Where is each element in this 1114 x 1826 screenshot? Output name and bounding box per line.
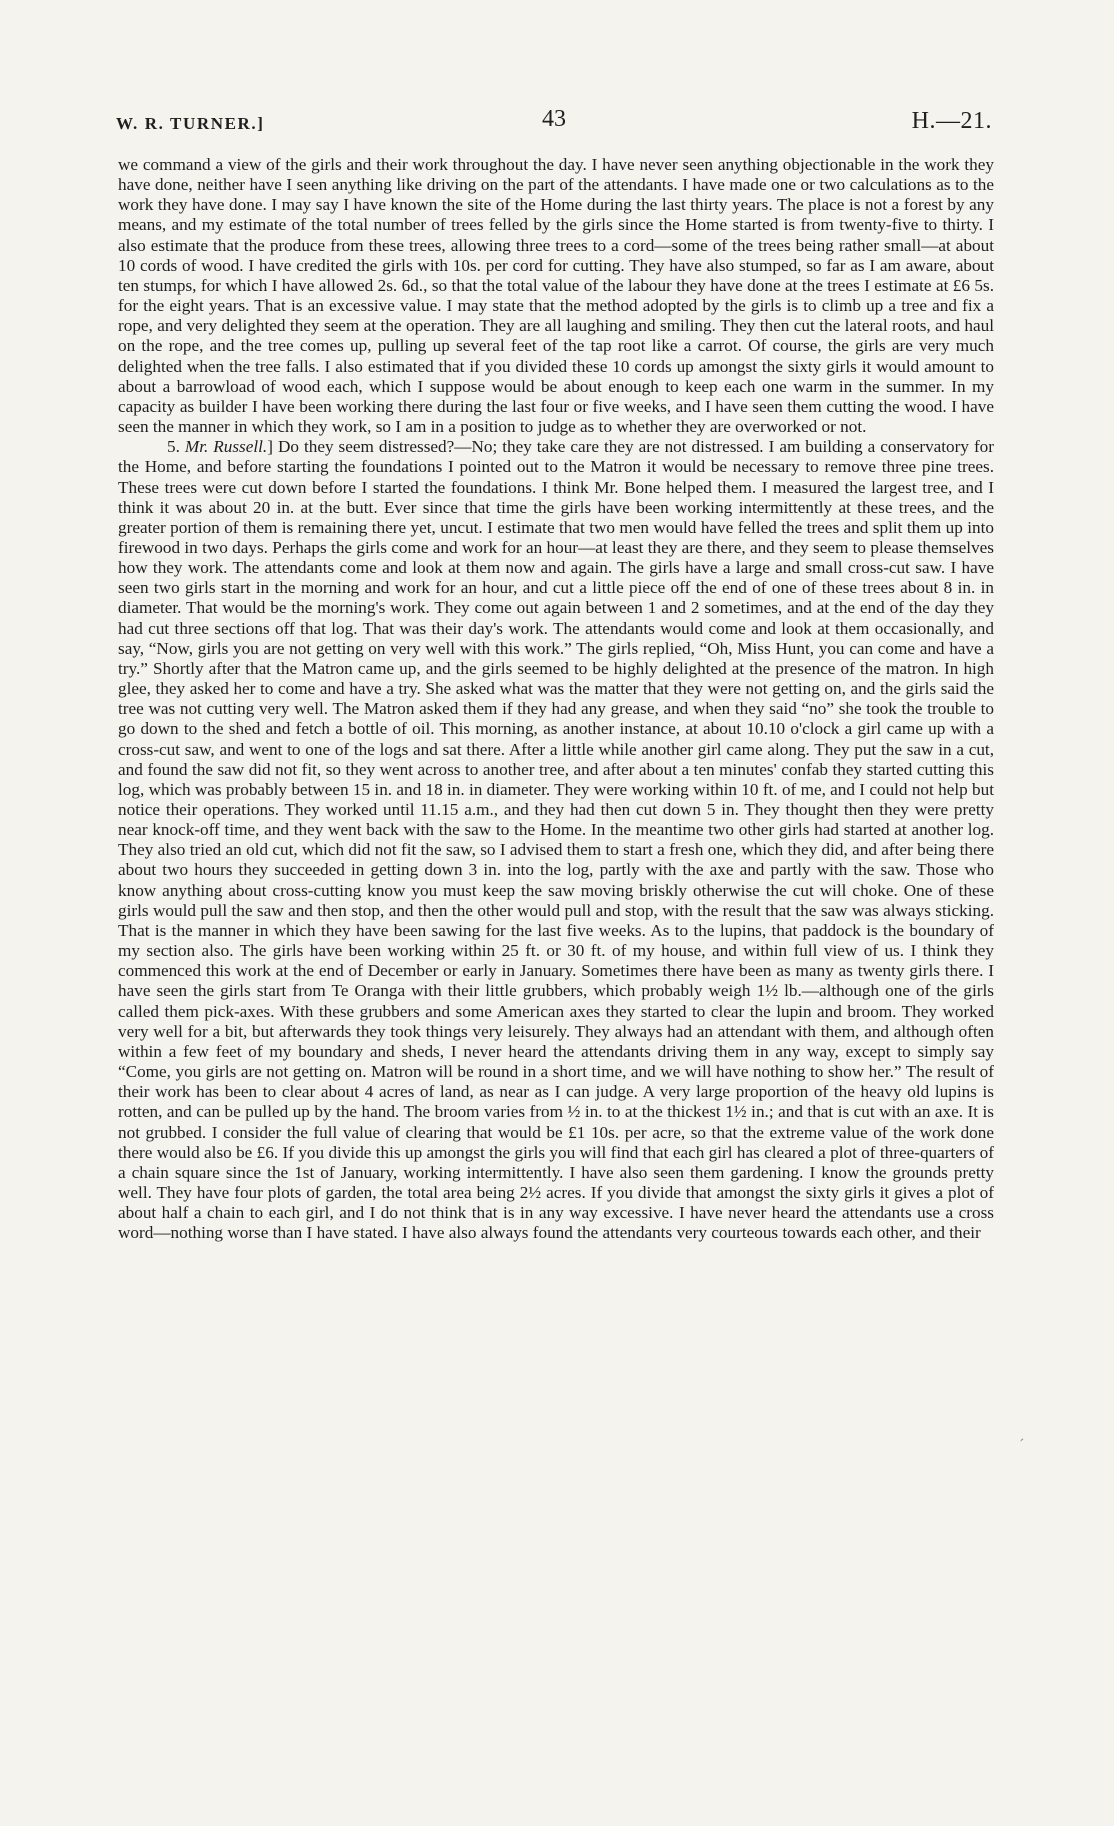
witness-name-header: W. R. TURNER.] bbox=[116, 114, 265, 133]
questioner-name: Mr. Russell. bbox=[184, 437, 268, 457]
body-text bbox=[118, 155, 994, 1243]
paragraph-question-5 bbox=[118, 437, 994, 1243]
margin-pencil-mark: ′ bbox=[1014, 1436, 1025, 1451]
page-header bbox=[116, 104, 992, 144]
questioner-bracket: ] bbox=[267, 437, 273, 457]
question-number: 5. bbox=[167, 437, 180, 457]
paragraph-continuation: we command a view of the girls and their work throughout the day. I have never seen anything objectionable in the work they have done, neither have I seen anything like driving on the part of the attendants. I have made one or two calculations as to the work they have done. I may say I have known the site of the Home during the last thirty years. The place is not a forest by any means, and my estimate of the total number of trees felled by the girls since the Home started is from twenty-five to thirty. I also estimate that the produce from these trees, allowing three trees to a cord—some of the trees being rather small—at about 10 cords of wood. I have credited the girls with 10s. per cord for cutting. They have also stumped, so far as I am aware, about ten stumps, for which I have allowed 2s. 6d., so that the total value of the labour they have done at the trees I estimate at £6 5s. for the eight years. That is an excessive value. I may state that the method adopted by the girls is to climb up a tree and fix a rope, and very delighted they seem at the operation. They are all laughing and smiling. They then cut the lateral roots, and haul on the rope, and the tree comes up, pulling up several feet of the tap root like a carrot. Of course, the girls are very much delighted when the tree falls. I also estimated that if you divided these 10 cords up amongst the sixty girls it would amount to about a barrowload of wood each, which I suppose would be about enough to keep each one warm in the summer. In my capacity as builder I have been working there during the last four or five weeks, and I have seen them cutting the wood. I have seen the manner in which they work, so I am in a position to judge as to whether they are overworked or not. bbox=[118, 155, 994, 437]
answer-text: Do they seem distressed?—No; they take care they are not distressed. I am building a conservatory for the Home, and before starting the foundations I pointed out to the Matron it would be necessary to remove three pine trees. These trees were cut down before I started the foundations. I think Mr. Bone helped them. I measured the largest tree, and I think it was about 20 in. at the butt. Ever since that time the girls have been working intermittently at these trees, and the greater portion of them is remaining there yet, uncut. I estimate that two men would have felled the trees and split them up into firewood in two days. Perhaps the girls come and work for an hour—at least they are there, and they seem to please themselves how they work. The attendants come and look at them now and again. The girls have a large and small cross-cut saw. I have seen two girls start in the morning and work for an hour, and cut a little piece off the end of one of these trees about 8 in. in diameter. That would be the morning's work. They come out again between 1 and 2 sometimes, and at the end of the day they had cut three sections off that log. That was their day's work. The attendants would come and look at them occasionally, and say, “Now, girls you are not getting on very well with this work.” The girls replied, “Oh, Miss Hunt, you can come and have a try.” Shortly after that the Matron came up, and the girls seemed to be highly delighted at the presence of the matron. In high glee, they asked her to come and have a try. She asked what was the matter that they were not getting on, and the girls said the tree was not cutting very well. The Matron asked them if they had any grease, and when they said “no” she took the trouble to go down to the shed and fetch a bottle of oil. This morning, as another instance, at about 10.10 o'clock a girl came up with a cross-cut saw, and went to one of the logs and sat there. After a little while another girl came along. They put the saw in a cut, and found the saw did not fit, so they went across to another tree, and after about a ten minutes' confab they started cutting this log, which was probably between 15 in. and 18 in. in diameter. They were working within 10 ft. of me, and I could not help but notice their operations. They worked until 11.15 a.m., and they had then cut down 5 in. They thought then they were pretty near knock-off time, and they went back with the saw to the Home. In the meantime two other girls had started at another log. They also tried an old cut, which did not fit the saw, so I advised them to start a fresh one, which they did, and after being there about two hours they succeeded in getting down 3 in. into the log, partly with the axe and partly with the saw. Those who know anything about cross-cutting know you must keep the saw moving briskly otherwise the cut will choke. One of these girls would pull the saw and then stop, and then the other would pull and stop, with the result that the saw was always sticking. That is the manner in which they have been sawing for the last five weeks. As to the lupins, that paddock is the boundary of my section also. The girls have been working within 25 ft. or 30 ft. of my house, and within full view of us. I think they commenced this work at the end of December or early in January. Sometimes there have been as many as twenty girls there. I have seen the girls start from Te Oranga with their little grubbers, which probably weigh 1½ lb.—although one of the girls called them pick-axes. With these grubbers and some American axes they started to clear the lupin and broom. They worked very well for a bit, but afterwards they took things very leisurely. They always had an attendant with them, and although often within a few feet of my boundary and sheds, I never heard the attendants driving them in any way, except to simply say “Come, you girls are not getting on. Matron will be round in a short time, and we will have nothing to show her.” The result of their work has been to clear about 4 acres of land, as near as I can judge. A very large proportion of the heavy old lupins is rotten, and can be pulled up by the hand. The broom varies from ½ in. to at the thickest 1½ in.; and that is cut with an axe. It is not grubbed. I consider the full value of clearing that would be £1 10s. per acre, so that the extreme value of the work done there would also be £6. If you divide this up amongst the girls you will find that each girl has cleared a plot of three-quarters of a chain square since the 1st of January, working intermittently. I have also seen them gardening. I know the grounds pretty well. They have four plots of garden, the total area being 2½ acres. If you divide that amongst the sixty girls it gives a plot of about half a chain to each girl, and I do not think that is in any way excessive. I have never heard the attendants use a cross word—nothing worse than I have stated. I have also always found the attendants very courteous towards each other, and their bbox=[118, 437, 995, 1243]
document-reference: H.—21. bbox=[911, 108, 992, 134]
page-number: 43 bbox=[542, 106, 566, 132]
